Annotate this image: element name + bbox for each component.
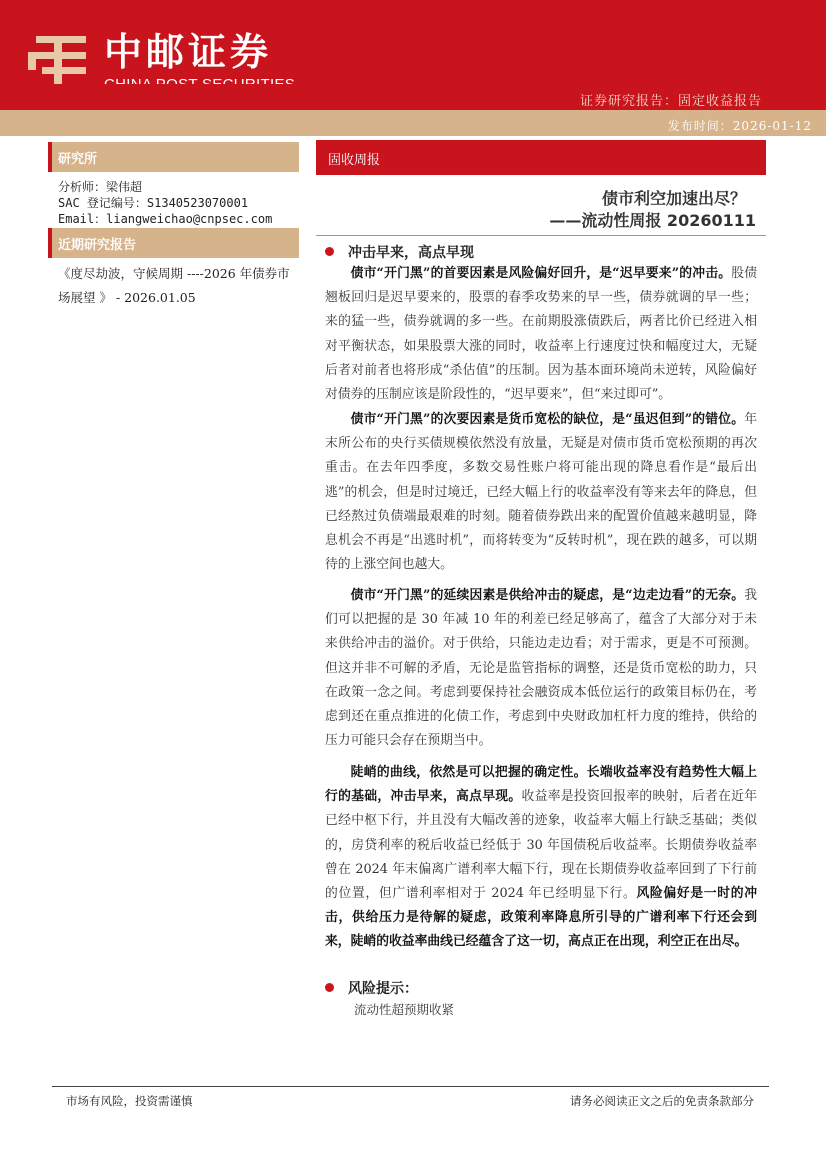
paragraph-3: [325, 584, 757, 753]
footer-divider: [52, 1086, 769, 1087]
category-label: 固收周报: [328, 153, 381, 168]
section-title: 冲击早来，高点早现: [348, 245, 474, 261]
paragraph-body: 股债翘板回归是迟早要来的，股票的春季攻势来的早一些，债券就调的早一些；来的猛一些，债券就调的多一些。在前期股涨债跌后，两者比价已经进入相对平衡状态，如果股票大涨的同时，收益率上行速度过快和幅度过大，无疑后者对前者也将形成“杀估值”的压制。因为基本面环境尚未逆转，风险偏好对债券的压制应该是阶段性的，“迟早要来”，但“来过即可”。: [325, 266, 757, 403]
analyst-name: 分析师：梁伟超: [58, 180, 143, 194]
paragraph-conclusion: 风险偏好是一时的冲击，供给压力是待解的疑虑，政策利率降息所引导的广谱利率下行还会到来，陡峭的收益率曲线已经蕴含了这一切，高点正在出现，利空正在出尽。: [325, 886, 758, 950]
recent-reports-label: 近期研究报告: [58, 238, 137, 253]
risk-title: 风险提示：: [348, 981, 418, 997]
risk-text: 流动性超预期收紧: [354, 1002, 455, 1017]
institute-label: 研究所: [58, 152, 98, 167]
paragraph-body: 年末所公布的央行买债规模依然没有放量，无疑是对债市货币宽松预期的再次重击。在去年四季度，多数交易性账户将可能出现的降息看作是“最后出逃”的机会，但是时过境迁，已经大幅上行的收益率没有等来去年的降息，但已经熬过负债端最艰难的时刻。随着债券跌出来的配置价值越来越明显，降息机会不再是“出逃时机”，而将转变为“反转时机”，现在跌的越多，可以期待的上涨空间也越大。: [325, 412, 757, 573]
sac-number: SAC 登记编号：S1340523070001: [58, 196, 249, 210]
brand-name-cn: 中邮证券: [104, 30, 273, 74]
paragraph-lead: 债市“开门黑”的次要因素是货币宽松的缺位，是“虽迟但到”的错位。: [350, 412, 745, 427]
paragraph-body: 收益率是投资回报率的映射，后者在近年已经中枢下行，并且没有大幅改善的迹象，收益率大幅上行缺乏基础；类似的，房贷利率的税后收益已经低于 30 年国债税后收益率。长期债券收益率曾在 2024 年末偏离广谱利率大幅下行，现在长期债券收益率回到了下行前的位置，但广谱利率相对于 2024 年已经明显下行。: [325, 789, 758, 902]
report-subtitle: ——流动性周报 20260111: [549, 211, 756, 230]
footer-right: 请务必阅读正文之后的免责条款部分: [570, 1094, 754, 1108]
recent-report-item[interactable]: 《度尽劫波，守候周期 ----2026 年债券市场展望 》 - 2026.01.05: [58, 266, 290, 305]
footer-left: 市场有风险，投资需谨慎: [66, 1094, 193, 1108]
paragraph-lead: 债市“开门黑”的延续因素是供给冲击的疑虑，是“边走边看”的无奈。: [350, 588, 745, 603]
china-post-logo-icon: [28, 30, 90, 86]
bullet-icon: [325, 983, 334, 992]
title-divider: [316, 235, 766, 236]
paragraph-4: [325, 761, 757, 955]
paragraph-body: 我们可以把握的是 30 年减 10 年的利差已经足够高了，蕴含了大部分对于未来供给冲击的溢价。对于供给，只能边走边看；对于需求，更是不可预测。但这并非不可解的矛盾，无论是监管指标的调整，还是货币宽松的助力，只在政策一念之间。考虑到要保持社会融资成本低位运行的政策目标仍在，考虑到还在重点推进的化债工作，考虑到中央财政加杠杆力度的维持，供给的压力可能只会存在预期当中。: [325, 588, 757, 749]
bar-accent: [48, 142, 52, 172]
report-type: 证券研究报告：固定收益报告: [579, 94, 762, 109]
bar-accent: [48, 228, 52, 258]
category-bar: [316, 140, 766, 175]
report-title: 债市利空加速出尽？: [601, 189, 746, 208]
paragraph-lead: 陡峭的曲线，依然是可以把握的确定性。长端收益率没有趋势性大幅上行的基础，冲击早来，高点早现。: [325, 765, 757, 805]
publish-time: 发布时间：2026-01-12: [667, 119, 812, 133]
analyst-email[interactable]: Email：liangweichao@cnpsec.com: [58, 212, 273, 226]
paragraph-1: [325, 262, 757, 407]
section-heading-risk: [325, 978, 418, 998]
recent-reports-bar: [48, 228, 299, 258]
paragraph-lead: 债市“开门黑”的首要因素是风险偏好回升，是“迟早要来”的冲击。: [350, 266, 732, 281]
paragraph-2: [325, 408, 757, 577]
institute-bar: [48, 142, 299, 172]
section-heading-1: [325, 242, 474, 262]
bullet-icon: [325, 247, 334, 256]
